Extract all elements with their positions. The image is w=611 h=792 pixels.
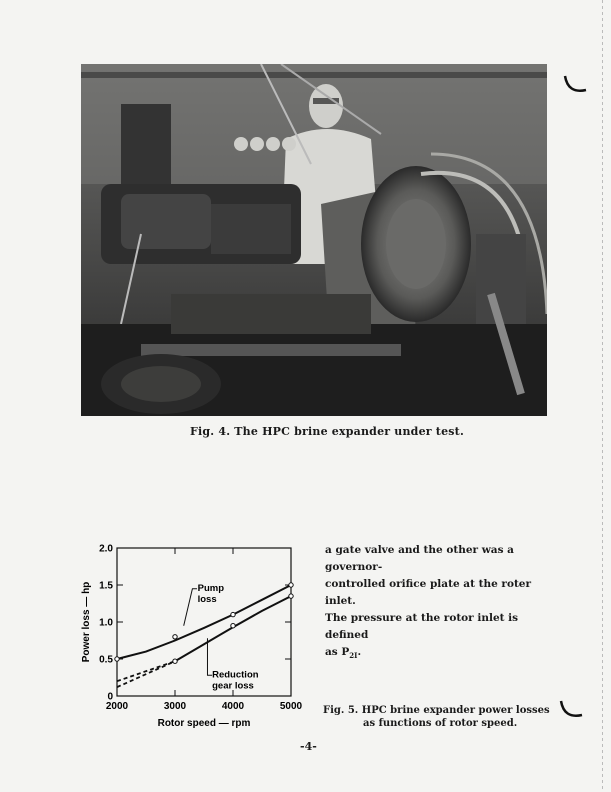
period: . (357, 646, 362, 658)
margin-arc-mark-bottom (558, 697, 584, 723)
pump-loss-leader (184, 589, 197, 626)
y-tick-label: 0 (107, 691, 113, 703)
extrapolation-line (117, 661, 175, 681)
plot-frame (117, 548, 291, 696)
body-line-4-text: as P (325, 646, 350, 658)
y-tick-label: 1.0 (99, 617, 113, 629)
expander-photo (81, 64, 547, 416)
subscript: 2I (349, 651, 358, 661)
figure-4-caption: Fig. 4. The HPC brine expander under test. (190, 425, 464, 438)
body-paragraph (325, 542, 565, 664)
y-tick-label: 0.5 (99, 654, 113, 666)
y-tick-label: 2.0 (99, 543, 113, 555)
body-line-3: The pressure at the rotor inlet is defined (325, 612, 519, 641)
y-tick-label: 1.5 (99, 580, 113, 592)
x-axis-label: Rotor speed — rpm (157, 718, 251, 729)
figure-5-caption (323, 704, 563, 730)
pump-loss-annotation: loss (197, 593, 217, 605)
data-point (173, 635, 177, 639)
x-tick-label: 3000 (163, 701, 187, 712)
data-point (231, 612, 235, 616)
body-line-1: a gate valve and the other was a governor- (325, 544, 514, 573)
power-loss-chart (75, 540, 305, 730)
series-line-1 (175, 593, 291, 661)
data-point (173, 659, 177, 663)
pump-loss-annotation: Pump (197, 582, 225, 594)
reduction-gear-annotation: Reduction (212, 669, 259, 681)
y-axis-label: Power loss — hp (81, 581, 92, 663)
figure-5-caption-line-1: Fig. 5. HPC brine expander power losses (323, 705, 550, 716)
margin-arc-mark-top (562, 72, 588, 98)
data-point (115, 657, 119, 661)
x-tick-label: 4000 (221, 701, 245, 712)
body-line-4 (325, 644, 565, 664)
page-edge-line (602, 0, 603, 792)
data-point (231, 624, 235, 628)
figure-5-caption-line-2: as functions of rotor speed. (363, 718, 518, 729)
data-point (289, 594, 293, 598)
reduction-gear-annotation: gear loss (212, 680, 254, 692)
body-line-2: controlled orifice plate at the roter inlet. (325, 578, 532, 607)
data-point (289, 583, 293, 587)
x-tick-label: 5000 (279, 701, 303, 712)
page-number: -4- (300, 740, 317, 753)
x-tick-label: 2000 (105, 701, 129, 712)
